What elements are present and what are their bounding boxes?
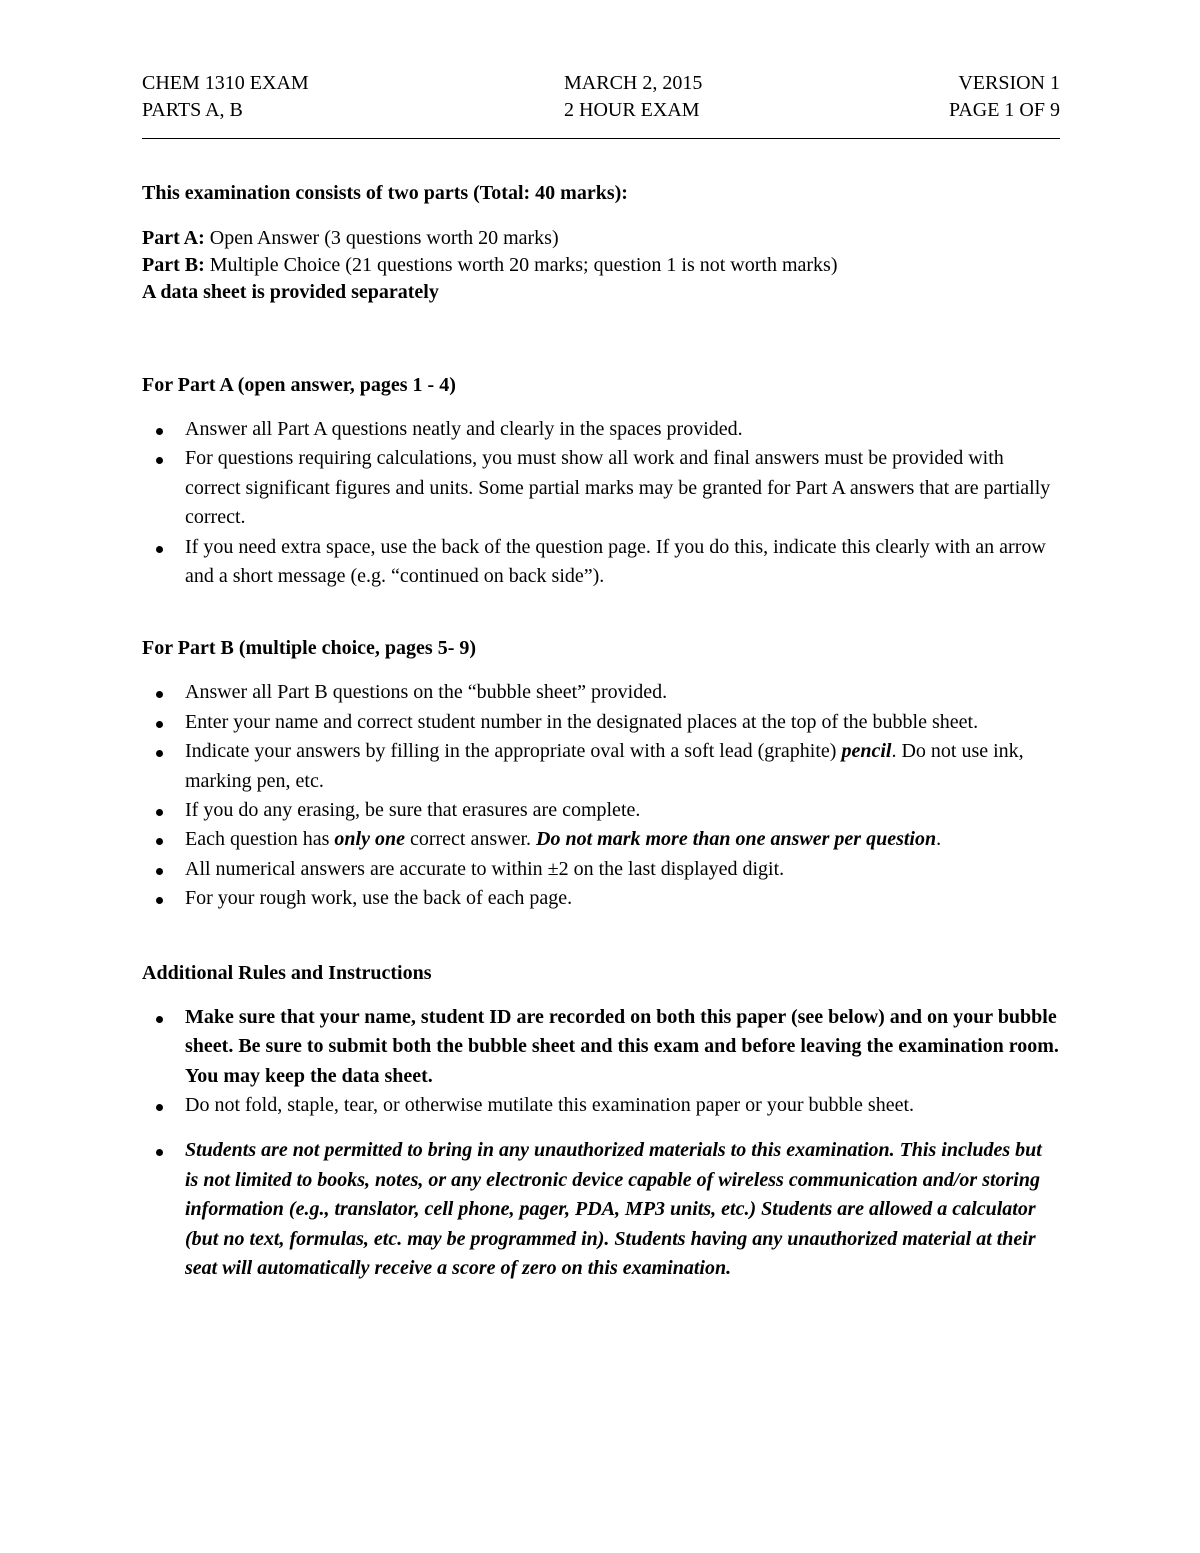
header-center	[564, 70, 702, 124]
bullet-icon	[156, 809, 163, 816]
additional-heading: Additional Rules and Instructions	[142, 961, 432, 984]
header-left	[142, 70, 309, 124]
part-b-summary	[142, 252, 1060, 279]
intro-title: This examination consists of two parts (Total: 40 marks):	[142, 182, 628, 204]
list-item: For your rough work, use the back of each page.	[142, 884, 1060, 913]
part-a-heading: For Part A (open answer, pages 1 - 4)	[142, 374, 456, 396]
part-a-label: Part A:	[142, 227, 205, 249]
bullet-icon	[156, 897, 163, 904]
exam-duration: 2 HOUR EXAM	[564, 99, 700, 121]
bullet-icon	[156, 750, 163, 757]
part-b-label: Part B:	[142, 254, 205, 276]
course-title: CHEM 1310 EXAM	[142, 72, 309, 94]
exam-date: MARCH 2, 2015	[564, 72, 703, 94]
list-item: Answer all Part B questions on the “bubble sheet” provided.	[142, 678, 1060, 707]
additional-list	[142, 1003, 1060, 1121]
list-item: If you need extra space, use the back of the question page. If you do this, indicate this clearly with an arrow and a short message (e.g. “continued on back side”).	[142, 533, 1060, 592]
part-a-text: Open Answer (3 questions worth 20 marks)	[204, 227, 559, 249]
bullet-icon	[156, 457, 163, 464]
bullet-icon	[156, 428, 163, 435]
page-number: PAGE 1 OF 9	[949, 99, 1060, 121]
intro-section	[142, 180, 1060, 306]
part-b-heading: For Part B (multiple choice, pages 5- 9)	[142, 637, 477, 660]
bullet-icon	[156, 1104, 163, 1111]
part-b-text: Multiple Choice (21 questions worth 20 marks; question 1 is not worth marks)	[204, 254, 838, 276]
bullet-icon	[156, 721, 163, 728]
list-item: Make sure that your name, student ID are recorded on both this paper (see below) and on your bubble sheet. Be sure to submit both the bubble sheet and this exam and before leaving the examination room. You may keep the data sheet.	[142, 1003, 1060, 1091]
bullet-icon	[156, 868, 163, 875]
list-item: Students are not permitted to bring in any unauthorized materials to this examination. This includes but is not limited to books, notes, or any electronic device capable of wireless communication and/or storing information (e.g., translator, cell phone, pager, PDA, MP3 units, etc.) Students are allowed a calculator (but no text, formulas, etc. may be programmed in). Students having any unauthorized material at their seat will automatically receive a score of zero on this examination.	[142, 1136, 1060, 1283]
list-item: Do not fold, staple, tear, or otherwise mutilate this examination paper or your bubble sheet.	[142, 1091, 1060, 1120]
list-item: If you do any erasing, be sure that erasures are complete.	[142, 796, 1060, 825]
list-item: For questions requiring calculations, you must show all work and final answers must be provided with correct significant figures and units. Some partial marks may be granted for Part A answers that are partially correct.	[142, 444, 1060, 532]
bullet-icon	[156, 1016, 163, 1023]
header-right	[949, 70, 1060, 124]
exam-parts: PARTS A, B	[142, 99, 243, 121]
page-header	[142, 70, 1060, 126]
list-item: Answer all Part A questions neatly and clearly in the spaces provided.	[142, 415, 1060, 444]
bullet-icon	[156, 1149, 163, 1156]
list-item: Enter your name and correct student number in the designated places at the top of the bubble sheet.	[142, 708, 1060, 737]
bullet-icon	[156, 838, 163, 845]
part-a-summary	[142, 225, 1060, 252]
part-b-list	[142, 678, 1060, 913]
exam-page	[142, 70, 1060, 1283]
header-divider	[142, 138, 1060, 139]
list-item: Indicate your answers by filling in the appropriate oval with a soft lead (graphite) pencil. Do not use ink, marking pen, etc.	[142, 737, 1060, 796]
bullet-icon	[156, 691, 163, 698]
list-item: Each question has only one correct answer. Do not mark more than one answer per question.	[142, 825, 1060, 854]
part-a-list	[142, 415, 1060, 591]
bullet-icon	[156, 546, 163, 553]
exam-version: VERSION 1	[958, 72, 1060, 94]
unauthorized-materials-list	[142, 1136, 1060, 1283]
list-item: All numerical answers are accurate to within ±2 on the last displayed digit.	[142, 855, 1060, 884]
data-sheet-note: A data sheet is provided separately	[142, 281, 439, 303]
